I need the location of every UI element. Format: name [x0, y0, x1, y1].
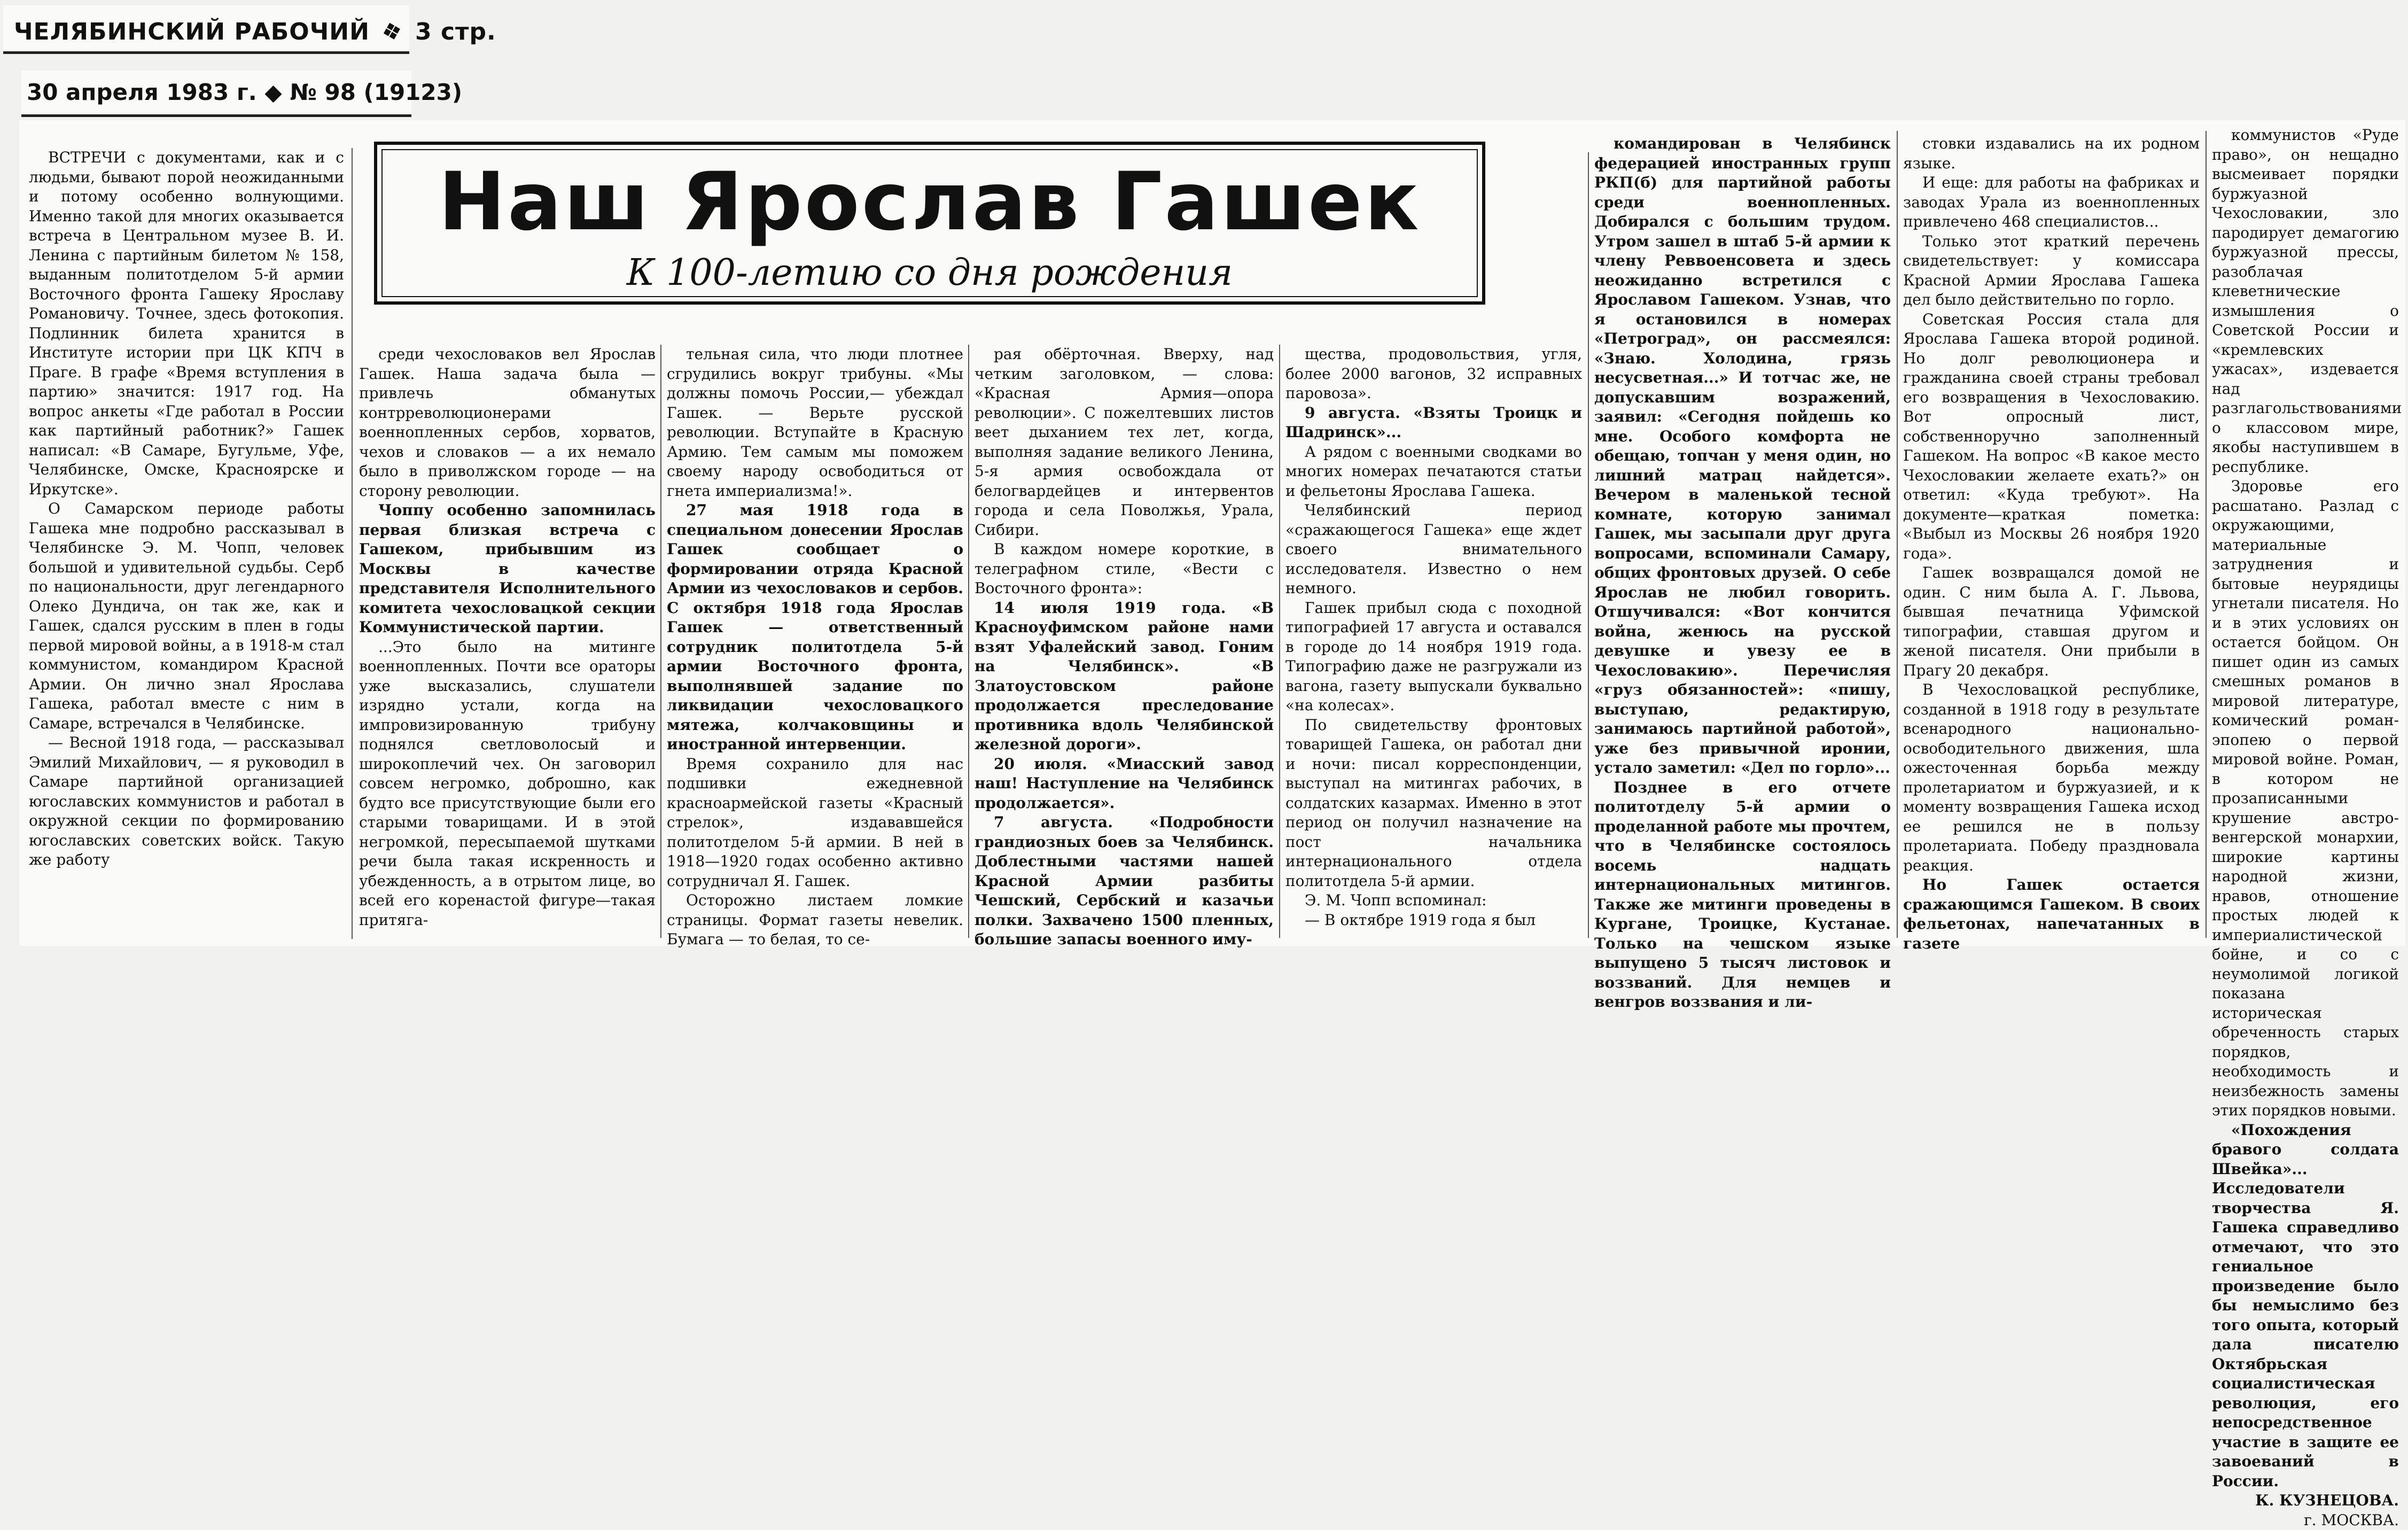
issue-number: № 98 (19123): [290, 79, 462, 105]
paragraph: щества, продовольствия, угля, более 2000 вагонов, 32 исправных паровоза».: [1285, 345, 1582, 403]
paragraph: Осторожно листаем ломкие страницы. Формат газеты невелик. Бумага — то белая, то се-: [667, 891, 963, 950]
paragraph: командирован в Челябинск федерацией иностранных групп РКП(б) для партийной работы среди военнопленных. Добирался с большим трудом. Утром зашел в штаб 5-й армии к члену Реввоенсовета и здесь неожиданно встретился с Ярославом Гашеком. Узнав, что я остановился в номерах «Петроград», он рассмеялся: «Знаю. Холодина, грязь несусветная...» И тотчас же, не допускавшим возражений, заявил: «Сегодня пойдешь ко мне. Особого комфорта не обещаю, топчан у меня один, но лишний матрац найдется». Вечером в маленькой тесной комнате, которую занимал Гашек, мы засыпали друг друга вопросами, вспоминали Самару, общих фронтовых друзей. О себе Ярослав не любил говорить. Отшучивался: «Вот кончится война, женюсь на русской девушке и увезу ее в Чехословакию». Перечисляя «груз обязанностей»: «пишу, выступаю, редактирую, занимаюсь партийной работой», уже без привычной иронии, устало заметил: «Дел по горло»...: [1594, 134, 1891, 778]
paragraph: И еще: для работы на фабриках и заводах Урала из военнопленных привлечено 468 специалистов...: [1903, 173, 2200, 232]
paragraph: В каждом номере короткие, в телеграфном стиле, «Вести с Восточного фронта»:: [975, 540, 1274, 599]
paragraph: ВСТРЕЧИ с документами, как и с людьми, бывают порой неожиданными и потому особенно волнующими. Именно такой для многих оказывается встреча в Центральном музее В. И. Ленина с партийным билетом № 158, выданным политотделом 5-й армии Восточного фронта Гашеку Ярославу Романовичу. Точнее, здесь фотокопия. Подлинник билета хранится в Институте истории при ЦК КПЧ в Праге. В графе «Время вступления в партию» значится: 1917 год. На вопрос анкеты «Где работал в России как партийный работник?» Гашек написал: «В Самаре, Бугульме, Уфе, Челябинске, Омске, Красноярске и Иркутске».: [29, 148, 344, 499]
column-divider: [2206, 131, 2207, 938]
paragraph: коммунистов «Руде право», он нещадно высмеивает порядки буржуазной Чехословакии, зло пародирует демагогию буржуазной прессы, разоблачая клеветнические измышления о Советской России и «кремлевских ужасах», издевается над разглагольствованиями о классовом мире, якобы наступившем в республике.: [2212, 126, 2399, 477]
newspaper-name: ЧЕЛЯБИНСКИЙ РАБОЧИЙ: [14, 18, 370, 45]
column-divider: [1588, 152, 1589, 938]
paragraph: 9 августа. «Взяты Троицк и Шадринск»...: [1285, 403, 1582, 442]
column-divider: [968, 345, 969, 938]
paragraph: тельная сила, что люди плотнее сгрудились вокруг трибуны. «Мы должны помочь России,— убеждал Гашек. — Верьте русской революции. Вступайте в Красную Армию. Тем самым мы поможем своему народу освободиться от гнета империализма!».: [667, 345, 963, 501]
masthead-strip: [3, 5, 409, 54]
column-1: [29, 148, 344, 944]
paragraph: Здоровье его расшатано. Разлад с окружающими, материальные затруднения и бытовые неурядицы угнетали писателя. Но и в этих условиях он остается бойцом. Он пишет один из самых смешных романов в мировой литературе, комический роман-эпопею о первой мировой войне. Роман, в котором не прозаписанными крушение австро-венгерской монархии, широкие картины народной жизни, нравов, отношение простых людей к империалистической бойне, и со с неумолимой логикой показана историческая обреченность старых порядков, необходимость и неизбежность замены этих порядков новыми.: [2212, 477, 2399, 1121]
author-signature: К. КУЗНЕЦОВА.: [2212, 1491, 2399, 1511]
author-city: г. МОСКВА.: [2212, 1511, 2399, 1530]
column-divider: [1279, 345, 1280, 938]
page-number: 3 стр.: [415, 18, 496, 45]
column-2: [359, 345, 656, 944]
paragraph: Э. М. Чопп вспоминал:: [1285, 891, 1582, 911]
paragraph: О Самарском периоде работы Гашека мне подробно рассказывал в Челябинске Э. М. Чопп, человек большой и удивительной судьбы. Серб по национальности, друг легендарного Олеко Дундича, он так же, как и Гашек, сдался русским в плен в годы первой мировой войны, а в 1918-м стал коммунистом, командиром Красной Армии. Он лично знал Ярослава Гашека, работал вместе с ним в Самаре, встречался в Челябинске.: [29, 499, 344, 733]
diamond-icon: ◆: [264, 79, 282, 105]
paragraph: — Весной 1918 года, — рассказывал Эмилий Михайлович, — я руководил в Самаре партийной организацией югославских коммунистов и работал в окружной секции по формированию югославских советских войск. Такую же работу: [29, 733, 344, 870]
paragraph: среди чехословаков вел Ярослав Гашек. Наша задача была — привлечь обманутых контрреволюционерами военнопленных сербов, хорватов, чехов и словаков — а их немало было в приволжском городе — на сторону революции.: [359, 345, 656, 501]
column-5: [1285, 345, 1582, 944]
title-box: [374, 142, 1485, 305]
paragraph: Советская Россия стала для Ярослава Гашека второй родиной. Но долг революционера и гражданина своей страны требовал его возвращения в Чехословакию. Вот опросный лист, собственноручно заполненный Гашеком. На вопрос «В какое место Чехословакии желаете ехать?» он ответил: «Куда требуют». На документе—краткая пометка: «Выбыл из Москвы 26 ноября 1920 года».: [1903, 310, 2200, 564]
paragraph: Гашек возвращался домой не один. С ним была А. Г. Львова, бывшая печатница Уфимской типографии, ставшая другом и женой писателя. Они прибыли в Прагу 20 декабря.: [1903, 563, 2200, 680]
ornament-icon: ❖: [378, 16, 406, 48]
paragraph: 27 мая 1918 года в специальном донесении Ярослав Гашек сообщает о формировании отряда Красной Армии из чехословаков и сербов. С октября 1918 года Ярослав Гашек — ответственный сотрудник политотдела 5-й армии Восточного фронта, выполнявшей задание по ликвидации чехословацкого мятежа, колчаковщины и иностранной интервенции.: [667, 501, 963, 755]
column-4: [975, 345, 1274, 944]
paragraph: Челябинский период «сражающегося Гашека» еще ждет своего внимательного исследователя. Известно о нем немного.: [1285, 501, 1582, 599]
paragraph: 7 августа. «Подробности грандиозных боев за Челябинск. Доблестными частями нашей Красной Армии разбиты Чешский, Сербский и казачьи полки. Захвачено 1500 пленных, большие запасы военного иму-: [975, 813, 1274, 950]
paragraph: 20 июля. «Миасский завод наш! Наступление на Челябинск продолжается».: [975, 755, 1274, 813]
column-divider: [660, 345, 661, 938]
paragraph: Время сохранило для нас подшивки ежедневной красноармейской газеты «Красный стрелок», издававшейся политотделом 5-й армии. В ней в 1918—1920 годах особенно активно сотрудничал Я. Гашек.: [667, 755, 963, 891]
paragraph: 14 июля 1919 года. «В Красноуфимском районе нами взят Уфалейский завод. Гоним на Челябинск». «В Златоустовском районе продолжается преследование противника вдоль Челябинской железной дороги».: [975, 599, 1274, 755]
column-8: [2212, 126, 2399, 944]
column-3: [667, 345, 963, 944]
paragraph: Позднее в его отчете политотделу 5-й армии о проделанной работе мы прочтем, что в Челябинске состоялось восемь надцать интернациональных митингов. Также же митинги проведены в Кургане, Троицке, Кустанае. Только на чешском языке выпущено 5 тысяч листовок и воззваний. Для немцев и венгров воззвания и ли-: [1594, 778, 1891, 1012]
paragraph: рая обёрточная. Вверху, над четким заголовком, — слова: «Красная Армия—опора революции». С пожелтевших листов веет дыханием тех лет, когда, выполняя задание великого Ленина, 5-я армия освобождала от белогвардейцев и интервентов города и села Поволжья, Урала, Сибири.: [975, 345, 1274, 540]
column-7: [1903, 134, 2200, 944]
paragraph: Только этот краткий перечень свидетельствует: у комиссара Красной Армии Ярослава Гашека дел было действительно по горло.: [1903, 232, 2200, 310]
paragraph: Чоппу особенно запомнилась первая близкая встреча с Гашеком, прибывшим из Москвы в качестве представителя Исполнительного комитета чехословацкой секции Коммунистической партии.: [359, 501, 656, 638]
article-title: Наш Ярослав Гашек: [377, 156, 1482, 248]
dateline-strip: [21, 71, 411, 117]
paragraph: — В октябре 1919 года я был: [1285, 911, 1582, 930]
paragraph: В Чехословацкой республике, созданной в 1918 году в результате всенародного национально-освободительного движения, шла ожесточенная борьба между пролетариатом и буржуазией, и к моменту возвращения Гашека исход ее решился не в пользу пролетариата. Победу праздновала реакция.: [1903, 680, 2200, 875]
paragraph: Гашек прибыл сюда с походной типографией 17 августа и оставался в городе до 14 ноября 1919 года. Типографию даже не разгружали из вагона, газету выпускали буквально «на колесах».: [1285, 599, 1582, 716]
column-divider: [1897, 131, 1898, 938]
paragraph: По свидетельству фронтовых товарищей Гашека, он работал дни и ночи: писал корреспонденции, выступал на митингах рабочих, в солдатских казармах. Именно в этот период он получил назначение на пост начальника интернационального отдела политотдела 5-й армии.: [1285, 716, 1582, 891]
dateline: [27, 79, 462, 105]
article-subtitle: К 100-летию со дня рождения: [377, 252, 1482, 294]
paragraph: стовки издавались на их родном языке.: [1903, 134, 2200, 173]
article-clipping: [19, 120, 2405, 946]
paragraph: Но Гашек остается сражающимся Гашеком. В своих фельетонах, напечатанных в газете: [1903, 875, 2200, 953]
column-divider: [352, 148, 353, 939]
column-6: [1594, 134, 1891, 944]
paragraph: ...Это было на митинге военнопленных. Почти все ораторы уже высказались, слушатели изрядно устали, когда на импровизированную трибуну поднялся светловолосый и широкоплечий чех. Он заговорил совсем негромко, доброшно, как будто все присутствующие были его старыми товарищами. И в этой негромкой, пересыпаемой шутками речи была такая искренность и убежденность, а в отрытом лице, во всей его коренастой фигуре—такая притяга-: [359, 638, 656, 930]
issue-date: 30 апреля 1983 г.: [27, 79, 257, 105]
paragraph: А рядом с военными сводками во многих номерах печатаются статьи и фельетоны Ярослава Гашека.: [1285, 442, 1582, 501]
paragraph: «Похождения бравого солдата Швейка»... Исследователи творчества Я. Гашека справедливо отмечают, что это гениальное произведение было бы немыслимо без того опыта, который дала писателю Октябрьская социалистическая революция, его непосредственное участие в защите ее завоеваний в России.: [2212, 1121, 2399, 1492]
masthead: [14, 18, 496, 45]
